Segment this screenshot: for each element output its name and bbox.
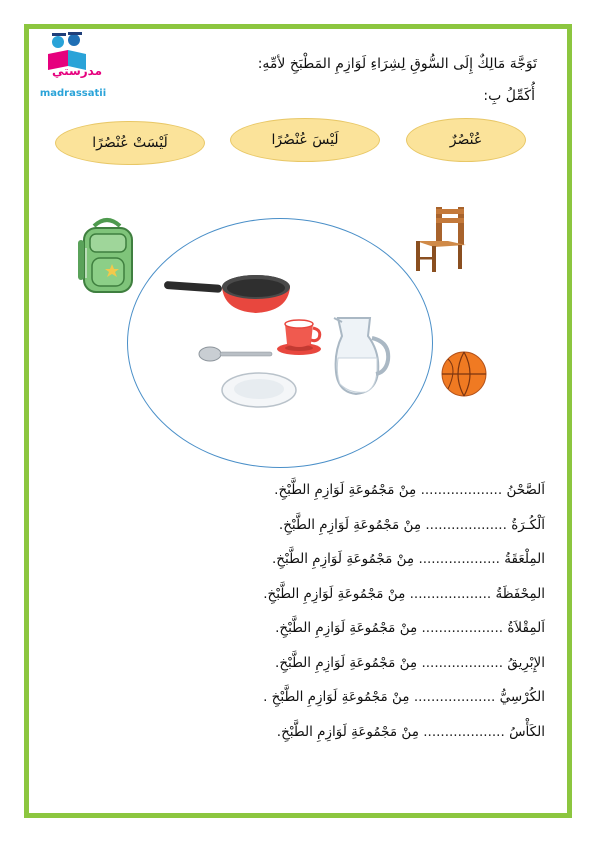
sentence-ball <box>263 517 545 552</box>
sentence-frying-pan <box>263 620 545 655</box>
instruction-text: تَوَجَّهَ مَالِكٌ إِلَى السُّوقِ لِشِرَاءِ لَوَازِمِ المَطْبَخِ لأمِّهِ: <box>257 56 537 72</box>
sentence-rest: مِنْ مَجْمُوعَةِ لَوَازِمِ الطَّبْخِ. <box>274 482 417 498</box>
sentence-rest: مِنْ مَجْمُوعَةِ لَوَازِمِ الطَّبْخِ. <box>263 585 406 602</box>
plate-image <box>220 370 298 410</box>
choice-not-element-fem: لَيْسَتْ عُنْصُرًا <box>55 121 205 165</box>
cup-and-saucer-image <box>275 318 325 356</box>
choice-not-element-masc: لَيْسَ عُنْصُرًا <box>230 118 380 162</box>
answer-blank[interactable]: ................... <box>409 585 492 602</box>
sentence-jug <box>263 655 545 690</box>
fill-in-sentences <box>263 482 545 758</box>
sentence-noun: اَلصَّحْنُ <box>506 482 545 498</box>
sentence-rest: مِنْ مَجْمُوعَةِ لَوَازِمِ الطَّبْخِ. <box>275 620 418 636</box>
sentence-noun: المِلْعَقَةُ <box>504 551 545 567</box>
chair-image <box>412 205 470 273</box>
sentence-noun: المِحْفَظَةُ <box>495 585 545 602</box>
sentence-plate <box>263 482 545 517</box>
answer-blank[interactable]: ................... <box>418 551 500 567</box>
answer-blank[interactable]: ................... <box>425 516 507 533</box>
sentence-noun: الكَأْسُ <box>509 723 545 740</box>
answer-blank[interactable]: ................... <box>413 689 496 705</box>
complete-label: أُكَمِّلُ بِ: <box>483 88 535 104</box>
sentence-rest: مِنْ مَجْمُوعَةِ لَوَازِمِ الطَّبْخِ. <box>275 654 418 671</box>
sentence-rest: مِنْ مَجْمُوعَةِ لَوَازِمِ الطَّبْخِ. <box>278 516 422 533</box>
school-bag-image <box>76 218 138 296</box>
logo-arabic-text: مدرستي <box>51 64 103 78</box>
frying-pan-image <box>164 265 294 317</box>
sentence-spoon <box>263 551 545 586</box>
sentence-noun: اَلْكُـرَةُ <box>511 516 545 533</box>
sentence-rest: مِنْ مَجْمُوعَةِ لَوَازِمِ الطَّبْخِ. <box>272 551 415 567</box>
sentence-cup <box>263 724 545 759</box>
answer-blank[interactable]: ................... <box>421 620 504 636</box>
choice-element: عُنْصُرٌ <box>406 118 526 162</box>
sentence-noun: اَلمِقْلاَةُ <box>507 620 545 636</box>
logo-latin-text: madrassatii <box>39 88 107 99</box>
sentence-noun: الإِبْرِيقُ <box>507 654 545 671</box>
answer-blank[interactable]: ................... <box>421 654 504 671</box>
sentence-rest: مِنْ مَجْمُوعَةِ لَوَازِمِ الطَّبْخِ . <box>263 689 410 705</box>
sentence-bag <box>263 586 545 621</box>
sentence-noun: الكُرْسِيُّ <box>499 689 545 705</box>
sentence-chair <box>263 689 545 724</box>
sentence-rest: مِنْ مَجْمُوعَةِ لَوَازِمِ الطَّبْخِ. <box>276 723 419 740</box>
spoon-image <box>198 344 274 364</box>
answer-blank[interactable]: ................... <box>420 482 503 498</box>
ball-image <box>440 350 488 398</box>
answer-blank[interactable]: ................... <box>423 723 505 740</box>
jug-image <box>330 312 392 398</box>
